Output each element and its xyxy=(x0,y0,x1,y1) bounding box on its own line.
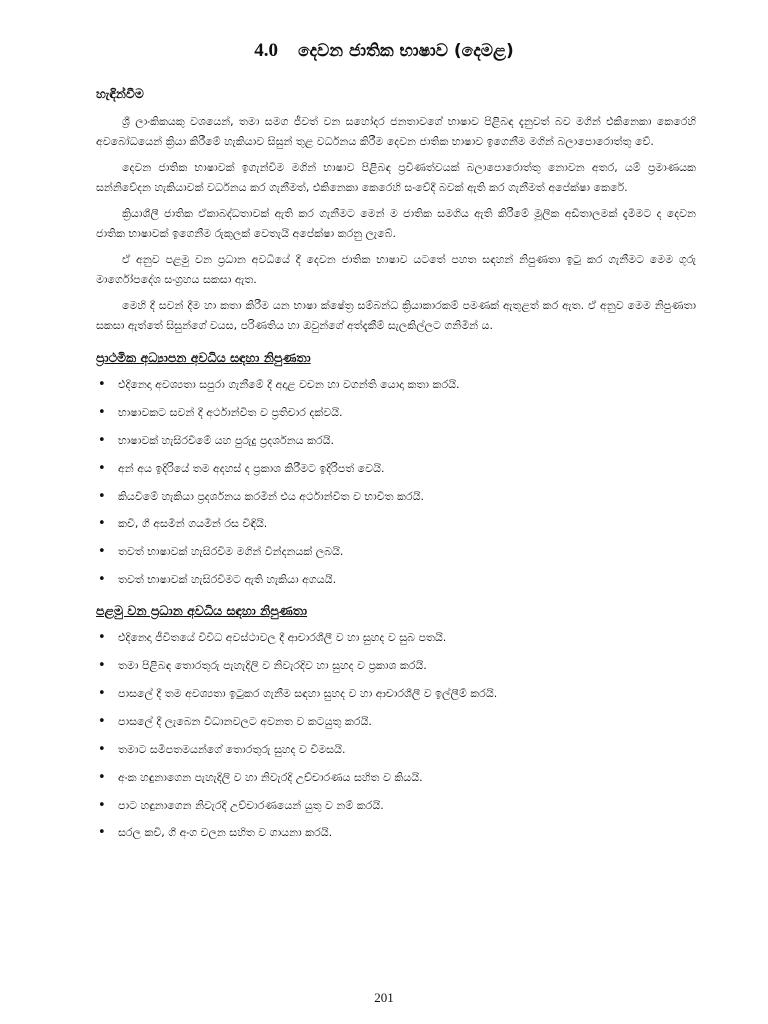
list-item xyxy=(96,685,696,703)
list-item xyxy=(96,376,696,394)
section-title: දෙවන ජාතික භාෂාව (දෙමළ) xyxy=(297,41,514,61)
first-key-stage-competencies-list xyxy=(96,629,696,842)
bullet-icon: • xyxy=(98,741,106,757)
list-item xyxy=(96,404,696,422)
list-item xyxy=(96,629,696,647)
section-number: 4.0 xyxy=(254,40,279,61)
bullet-icon: • xyxy=(98,769,106,785)
list-item xyxy=(96,432,696,450)
bullet-icon: • xyxy=(98,516,106,532)
bullet-icon: • xyxy=(98,630,106,646)
list-item xyxy=(96,515,696,533)
bullet-icon: • xyxy=(98,377,106,392)
list-item xyxy=(96,488,696,506)
list-item xyxy=(96,657,696,675)
list-item-text: තමා පිළිබඳ තොරතුරු පැහැදිලි ව නිවැරදිව හා සුහද ව ප්‍රකාශ කරයි. xyxy=(118,659,427,673)
bullet-icon: • xyxy=(98,713,106,729)
list-item xyxy=(96,713,696,731)
list-item-text: භාෂාවකට සවන් දී අර්ථාන්විත ව ප්‍රතිචාර දක්වයි. xyxy=(118,405,343,419)
list-item-text: එදිනෙදා අවශ්‍යතා සපුරා ගැනීමේ දී අදාළ වචන හා වගන්ති යොදා කතා කරයි. xyxy=(118,378,460,391)
bullet-icon: • xyxy=(98,460,106,476)
list-item xyxy=(96,824,696,842)
list-item-text: පාසලේ දී තම අවශ්‍යතා ඉටුකර ගැනීම සඳහා සුහද ව හා ආචාරශීලී ව ඉල්ලීම් කරයි. xyxy=(118,687,498,701)
list-item-text: තවත් භාෂාවක් හැසිරවීමට ඇති හැකියා අගයයි. xyxy=(118,573,337,587)
intro-paragraph-5: මෙහි දී සවන් දීම හා කතා කිරීම යන භාෂා ක්ෂේත්‍ර සම්බන්ධ ක්‍රියාකාරකම් පමණක් ඇතුළත් කර ඇත. ඒ අනුව මෙම නිපුණතා සකසා ඇත්තේ සිසුන්ගේ වයස, පරිණතිය හා ඔවුන්ගේ අත්දැකීම් සැලකිල්ලට ගනිමින් ය. xyxy=(96,299,696,332)
list-item-text: පාට හඳුනාගෙන නිවැරදි උච්චාරණයෙන් යුතු ව නම් කරයි. xyxy=(118,798,384,812)
content-body xyxy=(96,86,696,852)
bullet-icon: • xyxy=(98,404,106,420)
list-item-text: කියවීමේ හැකියා ප්‍රදර්ශනය කරමින් එය අර්ථාන්විත ව භාවිත කරයි. xyxy=(118,489,425,503)
list-item xyxy=(96,460,696,478)
page-number: 201 xyxy=(374,990,394,1005)
bullet-icon: • xyxy=(98,797,106,813)
bullet-icon: • xyxy=(98,658,106,674)
list-item-text: භාෂාවක් හැසිරවීමේ යහ පුරුදු ප්‍රදර්ශනය කරයි. xyxy=(118,433,335,447)
list-item-text: අන් අය ඉදිරියේ තම අදහස් ද ප්‍රකාශ කිරීමට ඉදිරිපත් වෙයි. xyxy=(118,461,385,475)
list-item xyxy=(96,769,696,787)
bullet-icon: • xyxy=(98,432,106,448)
intro-heading: හැඳින්වීම xyxy=(96,86,144,101)
list-item xyxy=(96,571,696,589)
bullet-icon: • xyxy=(98,544,106,560)
list-item-text: කවි, ගී අසමින් ගයමින් රස විඳියි. xyxy=(118,517,268,531)
intro-paragraph-3: ක්‍රියාශීලී ජාතික ඒකාබද්ධතාවක් ඇති කර ගැනීමට මෙන් ම ජාතික සමගිය ඇති කිරීමේ මූලික අඩිතාලමක් දැමීමට ද දෙවන ජාතික භාෂාවක් ඉගෙනීම රුකුලක් වෙතැයි අපේක්ෂා කරනු ලැබේ. xyxy=(96,207,696,240)
list-item-text: සරල කවි, ගී අංග චලන සහිත ව ගායනා කරයි. xyxy=(118,826,333,840)
bullet-icon: • xyxy=(98,488,106,504)
list-item-text: තවත් භාෂාවක් හැසිරවීම මගින් වින්දනයක් ලබයි. xyxy=(118,545,344,559)
list-item-text: පාසලේ දී ලැබෙන විධානවලට අවනත ව කටයුතු කරයි. xyxy=(118,714,372,728)
primary-competencies-list xyxy=(96,376,696,589)
bullet-icon: • xyxy=(98,572,106,588)
primary-competencies-heading: ප්‍රාථමික අධ්‍යාපන අවධිය සඳහා නිපුණතා xyxy=(96,350,311,365)
first-key-stage-competencies-heading: පළමු වන ප්‍රධාන අවධිය සඳහා නිපුණතා xyxy=(96,603,308,619)
intro-paragraph-2: දෙවන ජාතික භාෂාවක් ඉගැන්වීම මගින් භාෂාව පිළිබඳ ප්‍රවීණත්වයක් බලාපොරොත්තු නොවන අතර, යම් ප්‍රමාණයක සන්නිවේදන හැකියාවක් වර්ධනය කර ගැනීමත්, එකිනෙකා කෙරෙහි සංවේදී බවක් ඇති කර ගැනීමත් අපේක්ෂා කෙරේ. xyxy=(96,161,696,194)
intro-paragraph-4: ඒ අනුව පළමු වන ප්‍රධාන අවධියේ දී දෙවන ජාතික භාෂාව යටතේ පහත සඳහන් නිපුණතා ඉටු කර ගැනීමට මෙම ගුරු මාර්ගෝපදේශ සංග්‍රහය සකසා ඇත. xyxy=(96,253,696,286)
list-item-text: තමාට සමීපතමයන්ගේ තොරතුරු සුහද ව විමසයි. xyxy=(118,742,346,756)
list-item xyxy=(96,741,696,759)
bullet-icon: • xyxy=(98,686,106,702)
list-item xyxy=(96,797,696,815)
page-title xyxy=(0,40,768,62)
list-item-text: එදිනෙදා ජීවිතයේ විවිධ අවස්ථාවල දී ආචාරශීලී ව හා සුහද ව සුබ පතයි. xyxy=(118,631,447,645)
intro-paragraph-1: ශ්‍රී ලාංකිකයකු වශයෙන්, තමා සමග ජීවත් වන සහෝදර ජනතාවගේ භාෂාව පිළිබඳ දැනුවත් බව මගින් එකිනෙකා කෙරෙහි අවබෝධයෙන් ක්‍රියා කිරීමේ හැකියාව සිසුන් තුළ වර්ධනය කිරීම දෙවන ජාතික භාෂාව ඉගෙනීම මගින් බලාපොරොත්තු වේ. xyxy=(96,115,696,148)
bullet-icon: • xyxy=(98,825,106,841)
list-item xyxy=(96,543,696,561)
list-item-text: අංක හඳුනාගෙන පැහැදිලි ව හා නිවැරදි උච්චාරණය සහිත ව කියයි. xyxy=(118,770,423,784)
